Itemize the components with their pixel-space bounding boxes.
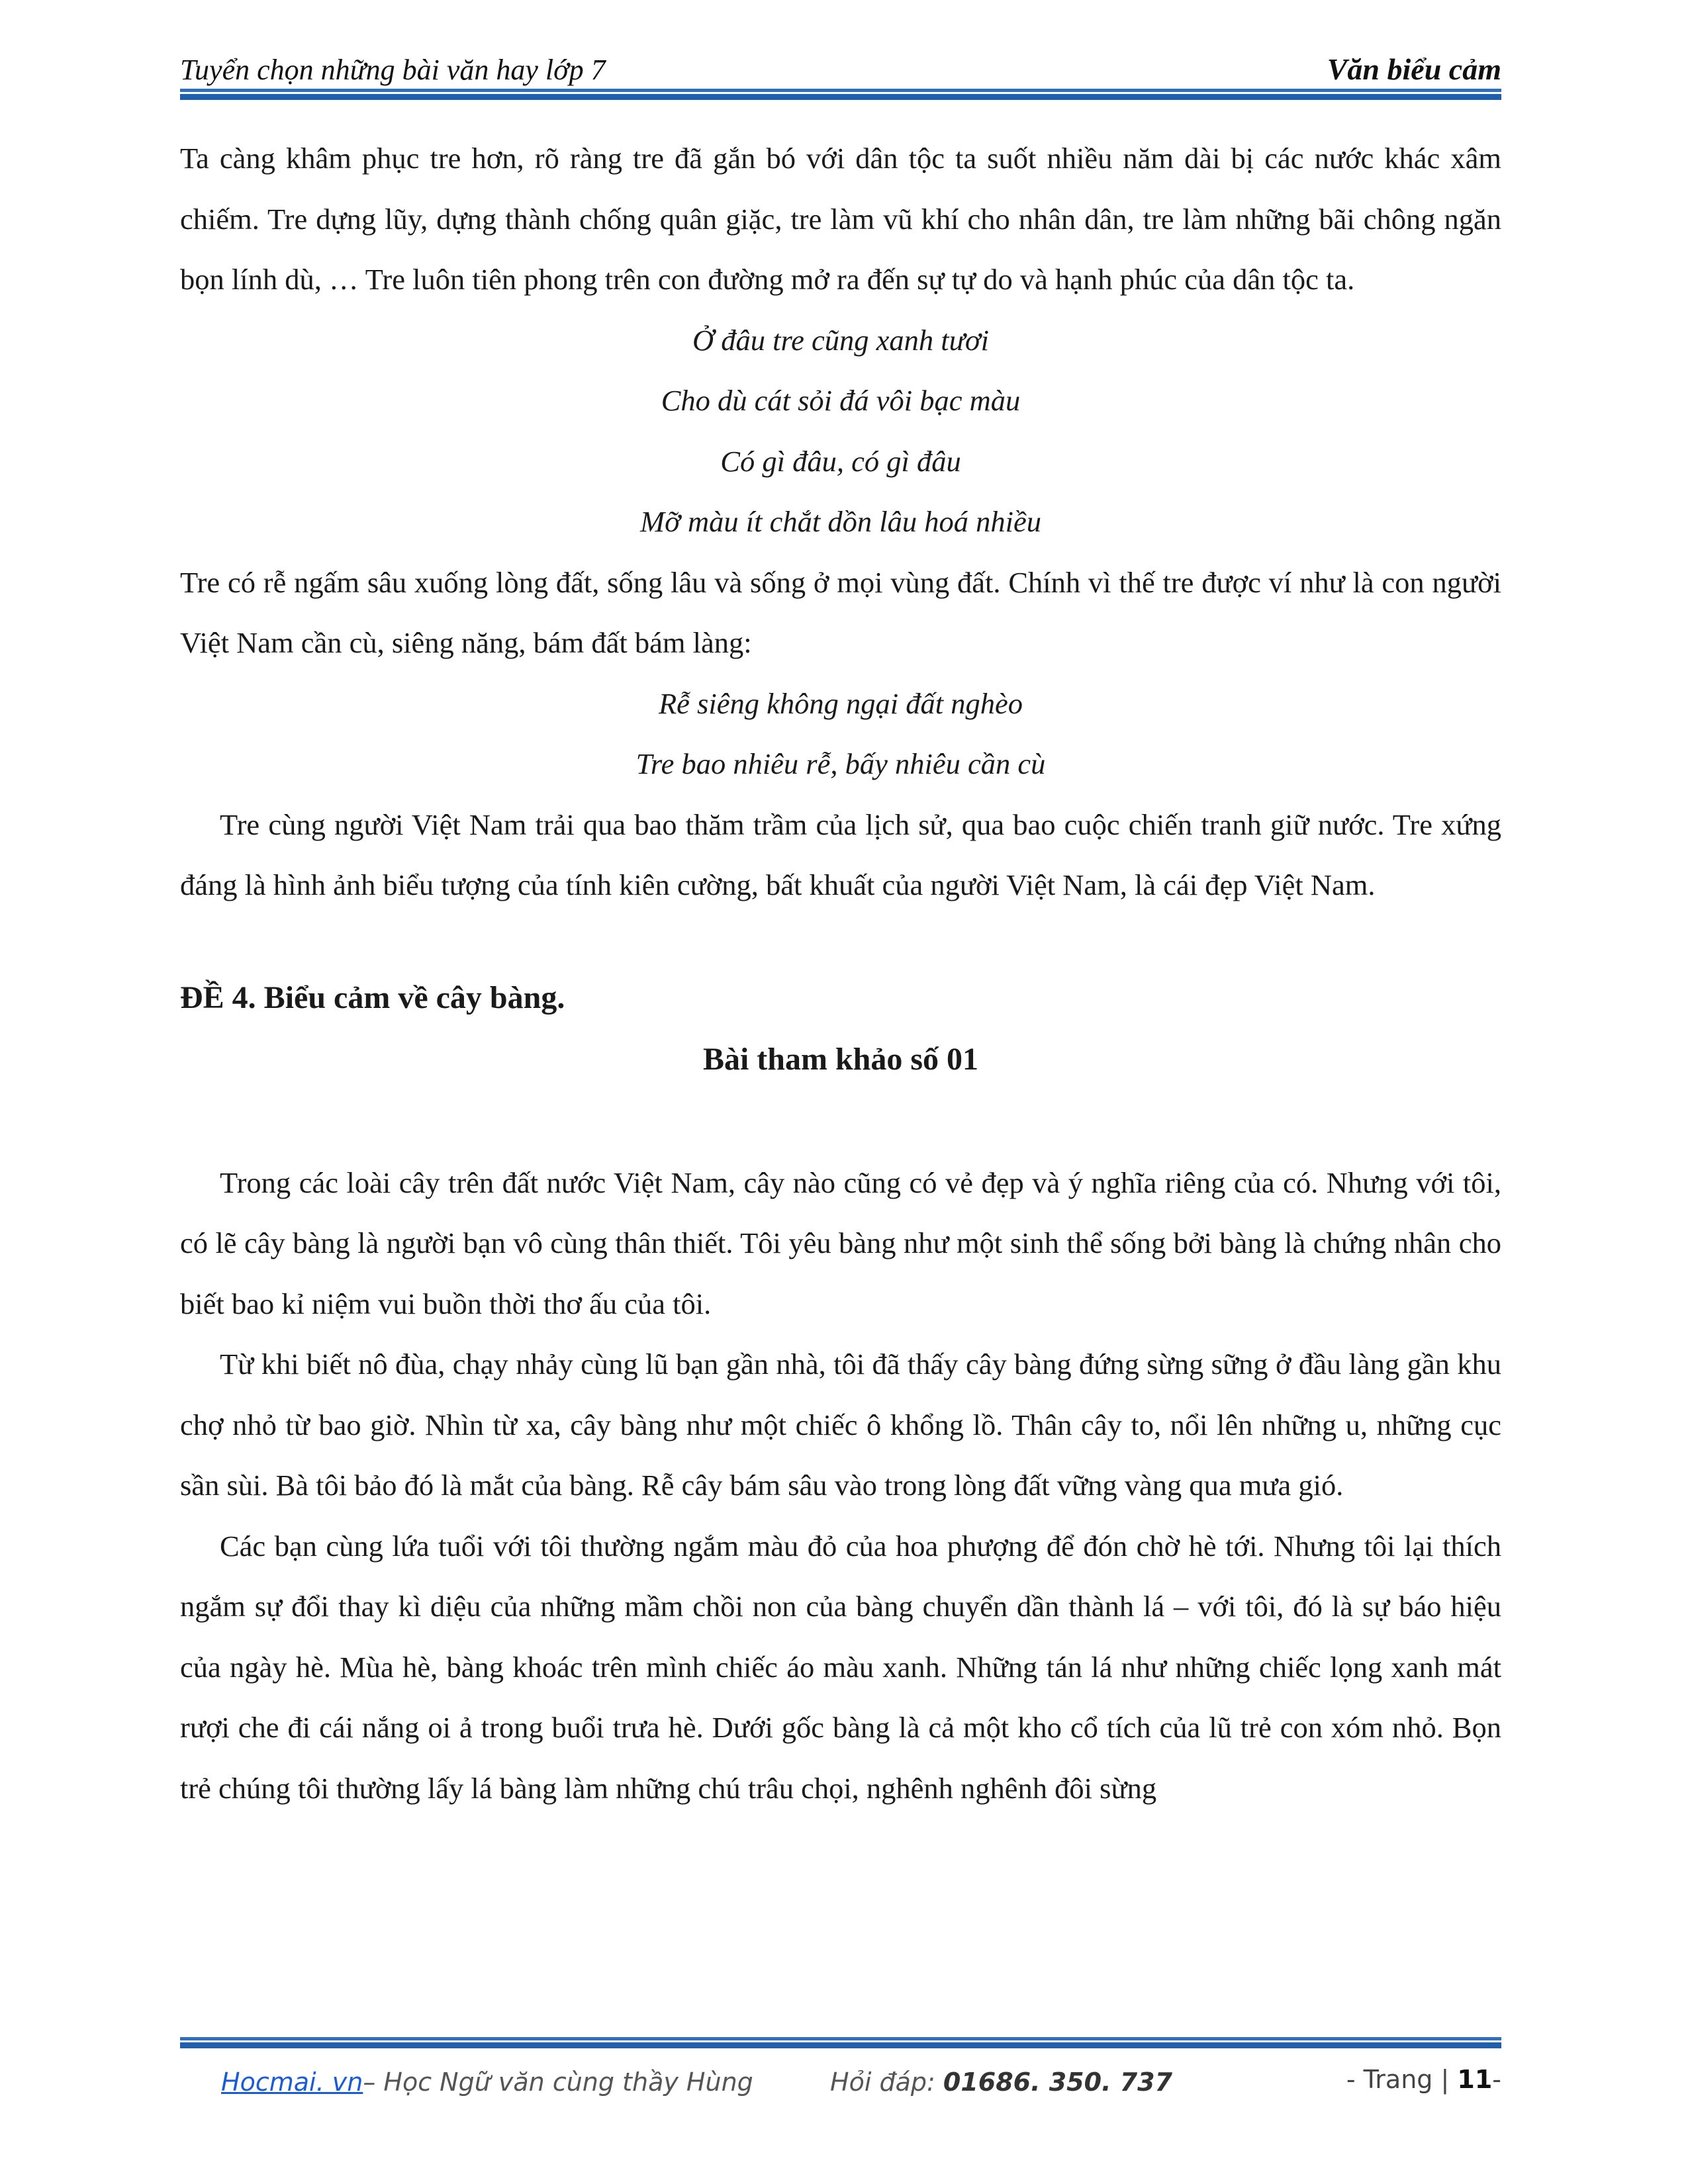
header-rule-thin bbox=[180, 89, 1501, 92]
verse-line: Ở đâu tre cũng xanh tươi bbox=[692, 323, 990, 357]
footer-rule-thin bbox=[180, 2037, 1501, 2040]
page-number: 11 bbox=[1457, 2065, 1493, 2094]
site-link[interactable]: Hocmai. vn bbox=[221, 2068, 363, 2097]
footer-site bbox=[221, 2068, 753, 2097]
header-rule-thick bbox=[180, 94, 1501, 100]
paragraph-1: Ta càng khâm phục tre hơn, rõ ràng tre đã gắn bó với dân tộc ta suốt nhiều năm dài bị các nước khác xâm chiếm. Tre dựng lũy, dựng thành chống quân giặc, tre làm vũ khí cho nhân dân, tre làm những bãi chông ngăn bọn lính dù, … Tre luôn tiên phong trên con đường mở ra đến sự tự do và hạnh phúc của dân tộc ta. bbox=[180, 142, 1501, 296]
paragraph-5: Từ khi biết nô đùa, chạy nhảy cùng lũ bạn gần nhà, tôi đã thấy cây bàng đứng sừng sững ở đầu làng gần khu chợ nhỏ từ bao giờ. Nhìn từ xa, cây bàng như một chiếc ô khổng lồ. Thân cây to, nổi lên những u, những cục sần sùi. Bà tôi bảo đó là mắt của bàng. Rễ cây bám sâu vào trong lòng đất vững vàng qua mưa gió. bbox=[180, 1347, 1501, 1502]
page-header bbox=[180, 48, 1501, 90]
header-book-title: Tuyển chọn những bài văn hay lớp 7 bbox=[180, 54, 606, 86]
hotline-label: Hỏi đáp: bbox=[830, 2068, 943, 2097]
page-number-block bbox=[1346, 2065, 1501, 2094]
verse-line: Rễ siêng không ngại đất nghèo bbox=[659, 686, 1023, 720]
paragraph-2: Tre có rễ ngấm sâu xuống lòng đất, sống lâu và sống ở mọi vùng đất. Chính vì thế tre được ví như là con người Việt Nam cần cù, siêng năng, bám đất bám làng: bbox=[180, 565, 1501, 659]
paragraph-4: Trong các loài cây trên đất nước Việt Nam, cây nào cũng có vẻ đẹp và ý nghĩa riêng của có. Nhưng với tôi, có lẽ cây bàng là người bạn vô cùng thân thiết. Tôi yêu bàng như một sinh thể sống bởi bàng là chứng nhân cho biết bao kỉ niệm vui buồn thời thơ ấu của tôi. bbox=[180, 1165, 1501, 1320]
verse-line: Tre bao nhiêu rễ, bấy nhiêu cần cù bbox=[635, 747, 1046, 780]
footer-hotline bbox=[830, 2068, 1172, 2097]
page-content bbox=[180, 128, 1501, 1819]
section-heading: ĐỀ 4. Biểu cảm về cây bàng. bbox=[180, 979, 565, 1015]
verse-line: Có gì đâu, có gì đâu bbox=[720, 444, 961, 478]
page-footer bbox=[180, 2064, 1501, 2103]
paragraph-3: Tre cùng người Việt Nam trải qua bao thăm trầm của lịch sử, qua bao cuộc chiến tranh giữ nước. Tre xứng đáng là hình ảnh biểu tượng của tính kiên cường, bất khuất của người Việt Nam, là cái đẹp Việt Nam. bbox=[180, 807, 1501, 901]
header-section-title: Văn biểu cảm bbox=[1327, 52, 1501, 86]
sub-heading: Bài tham khảo số 01 bbox=[702, 1041, 979, 1077]
page-prefix: - Trang | bbox=[1346, 2065, 1458, 2094]
paragraph-6: Các bạn cùng lứa tuổi với tôi thường ngắm màu đỏ của hoa phượng để đón chờ hè tới. Nhưng tôi lại thích ngắm sự đổi thay kì diệu của những mầm chồi non của bàng chuyển dần thành lá – với tôi, đó là sự báo hiệu của ngày hè. Mùa hè, bàng khoác trên mình chiếc áo màu xanh. Những tán lá như những chiếc lọng xanh mát rượi che đi cái nắng oi ả trong buổi trưa hè. Dưới gốc bàng là cả một kho cổ tích của lũ trẻ con xóm nhỏ. Bọn trẻ chúng tôi thường lấy lá bàng làm những chú trâu chọi, nghênh nghênh đôi sừng bbox=[180, 1529, 1501, 1805]
footer-site-text: – Học Ngữ văn cùng thầy Hùng bbox=[363, 2068, 753, 2097]
verse-line: Cho dù cát sỏi đá vôi bạc màu bbox=[661, 384, 1021, 417]
verse-line: Mỡ màu ít chắt dồn lâu hoá nhiều bbox=[640, 505, 1041, 538]
footer-rule-thick bbox=[180, 2042, 1501, 2048]
page-suffix: - bbox=[1492, 2065, 1501, 2094]
hotline-number: 01686. 350. 737 bbox=[943, 2068, 1173, 2097]
